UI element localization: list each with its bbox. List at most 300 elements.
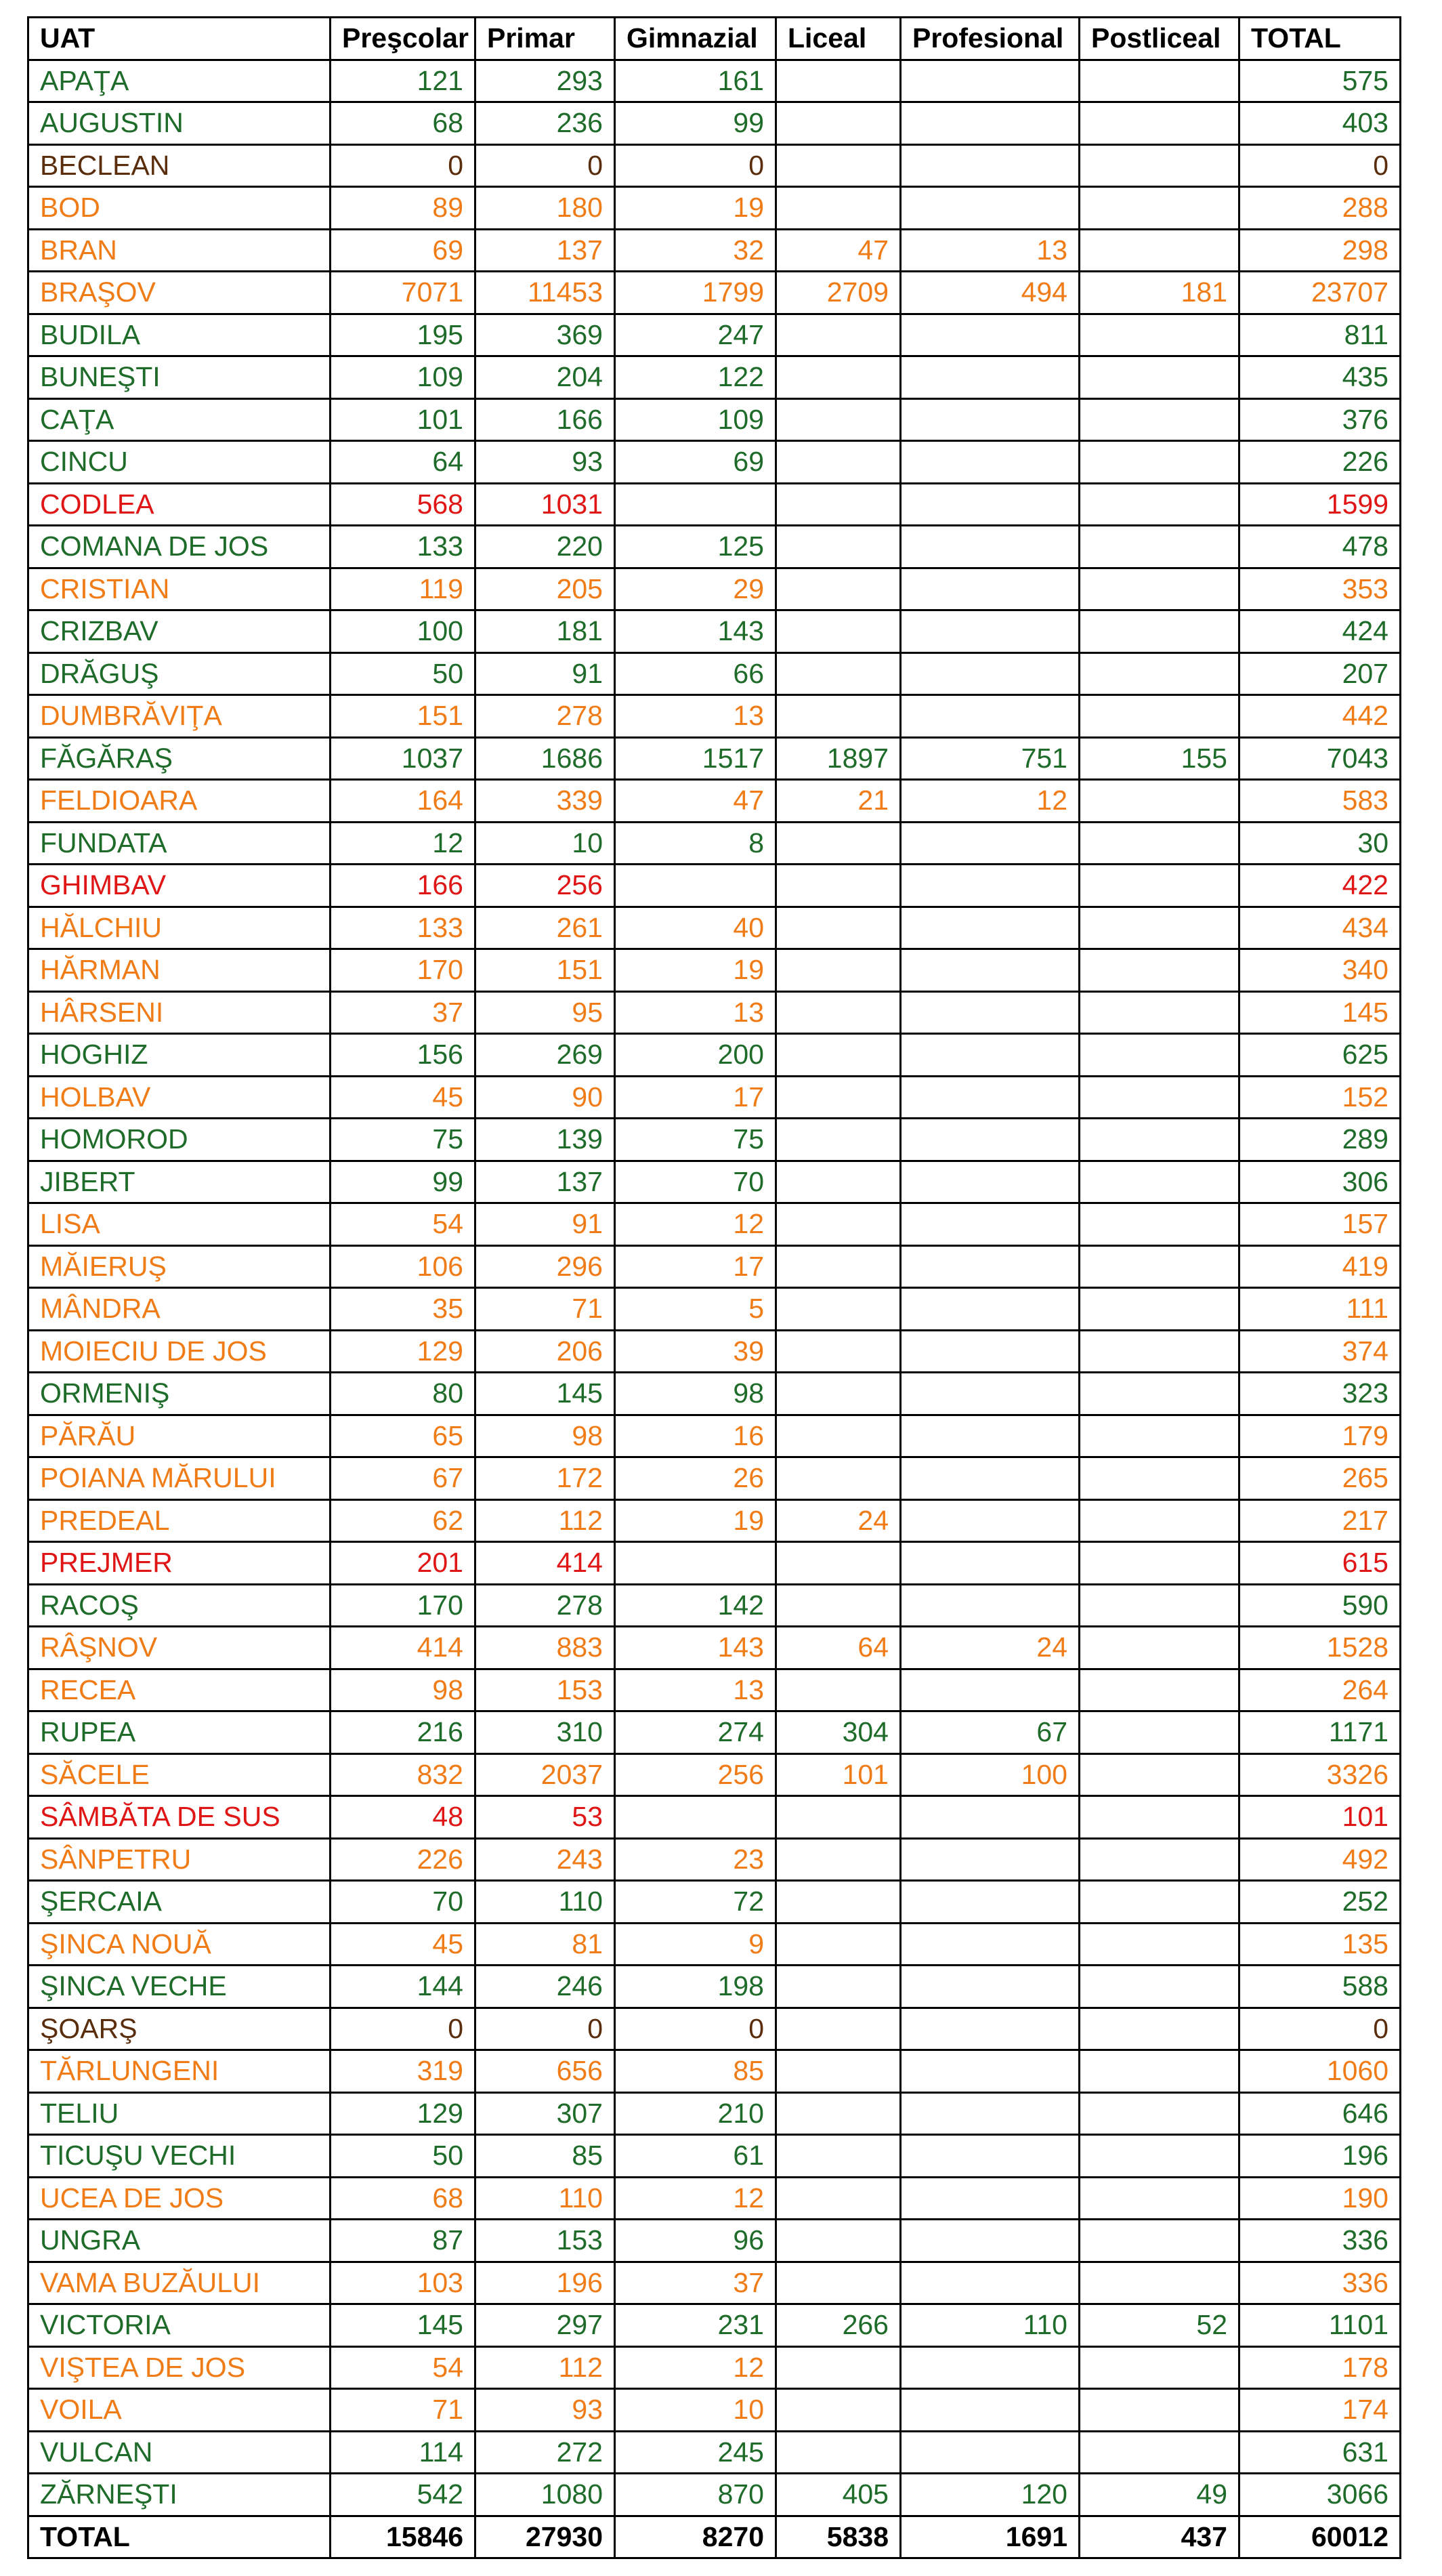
total-cell: 374 <box>1239 1330 1401 1373</box>
column-header-total: TOTAL <box>1239 18 1401 60</box>
table-row <box>28 2304 1401 2347</box>
total-cell: 145 <box>1239 991 1401 1034</box>
uat-name-cell: RECEA <box>28 1669 331 1711</box>
liceal-cell: 64 <box>776 1627 901 1669</box>
prescolar-cell: 50 <box>331 2135 475 2178</box>
profesional-cell <box>901 695 1080 738</box>
uat-name-cell: VAMA BUZĂULUI <box>28 2262 331 2304</box>
primar-cell: 10 <box>475 822 615 865</box>
postliceal-cell <box>1080 2050 1239 2093</box>
prescolar-cell: 121 <box>331 60 475 102</box>
primar-cell: 85 <box>475 2135 615 2178</box>
liceal-cell <box>776 356 901 399</box>
postliceal-cell <box>1080 398 1239 441</box>
postliceal-cell <box>1080 2220 1239 2262</box>
uat-name-cell: PREDEAL <box>28 1499 331 1542</box>
postliceal-cell <box>1080 568 1239 610</box>
uat-name-cell: FĂGĂRAŞ <box>28 737 331 780</box>
postliceal-cell <box>1080 60 1239 102</box>
primar-cell: 1080 <box>475 2474 615 2516</box>
primar-cell: 246 <box>475 1966 615 2008</box>
prescolar-cell: 119 <box>331 568 475 610</box>
primar-cell: 91 <box>475 652 615 695</box>
table-row <box>28 60 1401 102</box>
table-row <box>28 1627 1401 1669</box>
table-row <box>28 526 1401 568</box>
profesional-cell <box>901 356 1080 399</box>
gimnazial-cell: 0 <box>615 144 776 187</box>
table-row <box>28 1499 1401 1542</box>
uat-name-cell: TĂRLUNGENI <box>28 2050 331 2093</box>
prescolar-cell: 542 <box>331 2474 475 2516</box>
profesional-cell <box>901 822 1080 865</box>
gimnazial-cell: 69 <box>615 441 776 484</box>
table-row <box>28 2262 1401 2304</box>
liceal-cell <box>776 1034 901 1077</box>
total-gimnazial: 8270 <box>615 2516 776 2558</box>
uat-name-cell: MÂNDRA <box>28 1288 331 1331</box>
total-cell: 492 <box>1239 1838 1401 1881</box>
table-row <box>28 102 1401 145</box>
total-cell: 30 <box>1239 822 1401 865</box>
uat-enrollment-table <box>27 16 1401 2559</box>
gimnazial-cell: 75 <box>615 1119 776 1161</box>
uat-name-cell: UCEA DE JOS <box>28 2177 331 2220</box>
total-cell: 434 <box>1239 907 1401 949</box>
profesional-cell <box>901 1923 1080 1966</box>
profesional-cell <box>901 2177 1080 2220</box>
liceal-cell <box>776 1966 901 2008</box>
primar-cell: 269 <box>475 1034 615 1077</box>
gimnazial-cell: 85 <box>615 2050 776 2093</box>
primar-cell: 1031 <box>475 483 615 526</box>
liceal-cell <box>776 949 901 992</box>
gimnazial-cell: 161 <box>615 60 776 102</box>
primar-cell: 293 <box>475 60 615 102</box>
prescolar-cell: 1037 <box>331 737 475 780</box>
table-row <box>28 2346 1401 2389</box>
uat-name-cell: PREJMER <box>28 1542 331 1585</box>
liceal-cell <box>776 1796 901 1839</box>
primar-cell: 883 <box>475 1627 615 1669</box>
gimnazial-cell: 5 <box>615 1288 776 1331</box>
postliceal-cell <box>1080 2092 1239 2135</box>
profesional-cell <box>901 2008 1080 2050</box>
uat-name-cell: ZĂRNEŞTI <box>28 2474 331 2516</box>
column-header-gimnazial: Gimnazial <box>615 18 776 60</box>
primar-cell: 278 <box>475 695 615 738</box>
prescolar-cell: 106 <box>331 1245 475 1288</box>
prescolar-cell: 0 <box>331 144 475 187</box>
gimnazial-cell: 12 <box>615 2346 776 2389</box>
postliceal-cell <box>1080 1076 1239 1119</box>
primar-cell: 220 <box>475 526 615 568</box>
total-cell: 422 <box>1239 865 1401 907</box>
primar-cell: 11453 <box>475 272 615 314</box>
profesional-cell <box>901 2092 1080 2135</box>
primar-cell: 0 <box>475 2008 615 2050</box>
total-cell: 583 <box>1239 780 1401 823</box>
table-row <box>28 229 1401 272</box>
primar-cell: 414 <box>475 1542 615 1585</box>
column-header-postliceal: Postliceal <box>1080 18 1239 60</box>
table-row <box>28 1373 1401 1415</box>
prescolar-cell: 201 <box>331 1542 475 1585</box>
gimnazial-cell: 122 <box>615 356 776 399</box>
prescolar-cell: 144 <box>331 1966 475 2008</box>
uat-name-cell: HĂLCHIU <box>28 907 331 949</box>
prescolar-cell: 170 <box>331 1584 475 1627</box>
liceal-cell <box>776 1923 901 1966</box>
liceal-cell: 304 <box>776 1711 901 1754</box>
uat-name-cell: BUNEŞTI <box>28 356 331 399</box>
profesional-cell <box>901 2050 1080 2093</box>
table-row <box>28 1119 1401 1161</box>
primar-cell: 90 <box>475 1076 615 1119</box>
primar-cell: 307 <box>475 2092 615 2135</box>
postliceal-cell <box>1080 652 1239 695</box>
liceal-cell <box>776 1457 901 1500</box>
gimnazial-cell: 274 <box>615 1711 776 1754</box>
gimnazial-cell: 247 <box>615 314 776 356</box>
prescolar-cell: 54 <box>331 2346 475 2389</box>
postliceal-cell <box>1080 1499 1239 1542</box>
table-row <box>28 356 1401 399</box>
total-cell: 340 <box>1239 949 1401 992</box>
gimnazial-cell: 98 <box>615 1373 776 1415</box>
total-cell: 23707 <box>1239 272 1401 314</box>
column-header-profesional: Profesional <box>901 18 1080 60</box>
primar-cell: 310 <box>475 1711 615 1754</box>
postliceal-cell: 181 <box>1080 272 1239 314</box>
table-row <box>28 2431 1401 2474</box>
uat-name-cell: MOIECIU DE JOS <box>28 1330 331 1373</box>
liceal-cell <box>776 2135 901 2178</box>
profesional-cell: 100 <box>901 1753 1080 1796</box>
gimnazial-cell: 109 <box>615 398 776 441</box>
table-row <box>28 652 1401 695</box>
uat-name-cell: COMANA DE JOS <box>28 526 331 568</box>
primar-cell: 98 <box>475 1415 615 1457</box>
postliceal-cell <box>1080 2431 1239 2474</box>
gimnazial-cell: 9 <box>615 1923 776 1966</box>
profesional-cell <box>901 1457 1080 1500</box>
liceal-cell <box>776 2346 901 2389</box>
total-cell: 435 <box>1239 356 1401 399</box>
uat-name-cell: VULCAN <box>28 2431 331 2474</box>
gimnazial-cell: 13 <box>615 991 776 1034</box>
postliceal-cell <box>1080 2008 1239 2050</box>
table-row <box>28 1457 1401 1500</box>
profesional-cell <box>901 2389 1080 2432</box>
total-cell: 289 <box>1239 1119 1401 1161</box>
gimnazial-cell: 10 <box>615 2389 776 2432</box>
uat-name-cell: BOD <box>28 187 331 230</box>
profesional-cell <box>901 1415 1080 1457</box>
table-row <box>28 441 1401 484</box>
uat-name-cell: CODLEA <box>28 483 331 526</box>
primar-cell: 278 <box>475 1584 615 1627</box>
table-row <box>28 1288 1401 1331</box>
prescolar-cell: 68 <box>331 2177 475 2220</box>
profesional-cell: 12 <box>901 780 1080 823</box>
uat-name-cell: POIANA MĂRULUI <box>28 1457 331 1500</box>
postliceal-cell: 155 <box>1080 737 1239 780</box>
gimnazial-cell: 12 <box>615 2177 776 2220</box>
total-cell: 336 <box>1239 2262 1401 2304</box>
gimnazial-cell: 198 <box>615 1966 776 2008</box>
liceal-cell <box>776 144 901 187</box>
primar-cell: 180 <box>475 187 615 230</box>
prescolar-cell: 50 <box>331 652 475 695</box>
total-cell: 174 <box>1239 2389 1401 2432</box>
gimnazial-cell: 870 <box>615 2474 776 2516</box>
prescolar-cell: 129 <box>331 1330 475 1373</box>
gimnazial-cell: 200 <box>615 1034 776 1077</box>
uat-name-cell: VICTORIA <box>28 2304 331 2347</box>
prescolar-cell: 64 <box>331 441 475 484</box>
table-row <box>28 568 1401 610</box>
postliceal-cell <box>1080 1034 1239 1077</box>
table-row <box>28 1161 1401 1203</box>
table-row <box>28 144 1401 187</box>
uat-name-cell: TELIU <box>28 2092 331 2135</box>
gimnazial-cell: 13 <box>615 1669 776 1711</box>
total-cell: 190 <box>1239 2177 1401 2220</box>
gimnazial-cell: 19 <box>615 1499 776 1542</box>
table-row <box>28 2092 1401 2135</box>
gimnazial-cell: 13 <box>615 695 776 738</box>
primar-cell: 137 <box>475 229 615 272</box>
postliceal-cell <box>1080 314 1239 356</box>
liceal-cell: 266 <box>776 2304 901 2347</box>
postliceal-cell <box>1080 865 1239 907</box>
total-primar: 27930 <box>475 2516 615 2558</box>
primar-cell: 166 <box>475 398 615 441</box>
liceal-cell <box>776 1584 901 1627</box>
gimnazial-cell: 40 <box>615 907 776 949</box>
liceal-cell <box>776 1161 901 1203</box>
liceal-cell: 405 <box>776 2474 901 2516</box>
total-profesional: 1691 <box>901 2516 1080 2558</box>
gimnazial-cell: 26 <box>615 1457 776 1500</box>
primar-cell: 656 <box>475 2050 615 2093</box>
gimnazial-cell: 143 <box>615 1627 776 1669</box>
uat-name-cell: RUPEA <box>28 1711 331 1754</box>
gimnazial-cell: 17 <box>615 1076 776 1119</box>
prescolar-cell: 109 <box>331 356 475 399</box>
profesional-cell <box>901 2135 1080 2178</box>
postliceal-cell <box>1080 526 1239 568</box>
liceal-cell <box>776 652 901 695</box>
liceal-cell <box>776 2092 901 2135</box>
uat-name-cell: TICUŞU VECHI <box>28 2135 331 2178</box>
primar-cell: 369 <box>475 314 615 356</box>
total-cell: 207 <box>1239 652 1401 695</box>
total-cell: 101 <box>1239 1796 1401 1839</box>
table-row <box>28 822 1401 865</box>
total-cell: 298 <box>1239 229 1401 272</box>
column-header-uat: UAT <box>28 18 331 60</box>
table-row <box>28 1669 1401 1711</box>
total-cell: 157 <box>1239 1203 1401 1246</box>
total-cell: 646 <box>1239 2092 1401 2135</box>
primar-cell: 71 <box>475 1288 615 1331</box>
liceal-cell <box>776 1415 901 1457</box>
primar-cell: 261 <box>475 907 615 949</box>
prescolar-cell: 133 <box>331 526 475 568</box>
prescolar-cell: 68 <box>331 102 475 145</box>
liceal-cell <box>776 1330 901 1373</box>
liceal-cell <box>776 822 901 865</box>
primar-cell: 95 <box>475 991 615 1034</box>
liceal-cell <box>776 1542 901 1585</box>
uat-name-cell: LISA <box>28 1203 331 1246</box>
total-cell: 588 <box>1239 1966 1401 2008</box>
table-row <box>28 2135 1401 2178</box>
total-cell: 403 <box>1239 102 1401 145</box>
table-row <box>28 1245 1401 1288</box>
liceal-cell <box>776 865 901 907</box>
liceal-cell <box>776 2262 901 2304</box>
table-row <box>28 737 1401 780</box>
uat-name-cell: AUGUSTIN <box>28 102 331 145</box>
total-cell: 1528 <box>1239 1627 1401 1669</box>
liceal-cell <box>776 526 901 568</box>
total-total: 60012 <box>1239 2516 1401 2558</box>
prescolar-cell: 45 <box>331 1076 475 1119</box>
total-cell: 336 <box>1239 2220 1401 2262</box>
postliceal-cell: 52 <box>1080 2304 1239 2347</box>
postliceal-cell <box>1080 2389 1239 2432</box>
total-cell: 1060 <box>1239 2050 1401 2093</box>
total-label: TOTAL <box>28 2516 331 2558</box>
postliceal-cell <box>1080 144 1239 187</box>
column-header-prescolar: Preşcolar <box>331 18 475 60</box>
postliceal-cell <box>1080 1966 1239 2008</box>
prescolar-cell: 69 <box>331 229 475 272</box>
primar-cell: 81 <box>475 1923 615 1966</box>
primar-cell: 151 <box>475 949 615 992</box>
postliceal-cell <box>1080 2177 1239 2220</box>
prescolar-cell: 100 <box>331 610 475 653</box>
profesional-cell: 110 <box>901 2304 1080 2347</box>
gimnazial-cell: 70 <box>615 1161 776 1203</box>
prescolar-cell: 195 <box>331 314 475 356</box>
primar-cell: 53 <box>475 1796 615 1839</box>
table-row <box>28 1330 1401 1373</box>
postliceal-cell <box>1080 1584 1239 1627</box>
primar-cell: 256 <box>475 865 615 907</box>
primar-cell: 181 <box>475 610 615 653</box>
liceal-cell <box>776 568 901 610</box>
primar-cell: 296 <box>475 1245 615 1288</box>
uat-name-cell: ŞINCA VECHE <box>28 1966 331 2008</box>
total-cell: 811 <box>1239 314 1401 356</box>
prescolar-cell: 226 <box>331 1838 475 1881</box>
table-row <box>28 2220 1401 2262</box>
primar-cell: 172 <box>475 1457 615 1500</box>
prescolar-cell: 54 <box>331 1203 475 1246</box>
profesional-cell <box>901 102 1080 145</box>
profesional-cell <box>901 1203 1080 1246</box>
postliceal-cell <box>1080 1881 1239 1924</box>
postliceal-cell <box>1080 1796 1239 1839</box>
uat-name-cell: CRISTIAN <box>28 568 331 610</box>
total-cell: 3326 <box>1239 1753 1401 1796</box>
uat-name-cell: HĂRMAN <box>28 949 331 992</box>
postliceal-cell <box>1080 1245 1239 1288</box>
profesional-cell <box>901 483 1080 526</box>
total-cell: 615 <box>1239 1542 1401 1585</box>
gimnazial-cell: 12 <box>615 1203 776 1246</box>
postliceal-cell <box>1080 610 1239 653</box>
gimnazial-cell: 47 <box>615 780 776 823</box>
profesional-cell <box>901 314 1080 356</box>
liceal-cell: 2709 <box>776 272 901 314</box>
total-cell: 288 <box>1239 187 1401 230</box>
table-row <box>28 991 1401 1034</box>
liceal-cell <box>776 60 901 102</box>
prescolar-cell: 319 <box>331 2050 475 2093</box>
uat-name-cell: FUNDATA <box>28 822 331 865</box>
uat-name-cell: HOGHIZ <box>28 1034 331 1077</box>
postliceal-cell <box>1080 949 1239 992</box>
profesional-cell: 67 <box>901 1711 1080 1754</box>
profesional-cell <box>901 526 1080 568</box>
profesional-cell <box>901 187 1080 230</box>
table-row <box>28 1753 1401 1796</box>
uat-name-cell: HÂRSENI <box>28 991 331 1034</box>
profesional-cell <box>901 1584 1080 1627</box>
gimnazial-cell <box>615 483 776 526</box>
table-row <box>28 1923 1401 1966</box>
total-cell: 226 <box>1239 441 1401 484</box>
prescolar-cell: 101 <box>331 398 475 441</box>
gimnazial-cell: 143 <box>615 610 776 653</box>
profesional-cell <box>901 2346 1080 2389</box>
profesional-cell <box>901 441 1080 484</box>
uat-name-cell: SÂMBĂTA DE SUS <box>28 1796 331 1839</box>
table-row <box>28 187 1401 230</box>
total-cell: 135 <box>1239 1923 1401 1966</box>
total-cell: 152 <box>1239 1076 1401 1119</box>
profesional-cell <box>901 1288 1080 1331</box>
uat-name-cell: MĂIERUŞ <box>28 1245 331 1288</box>
postliceal-cell <box>1080 991 1239 1034</box>
prescolar-cell: 87 <box>331 2220 475 2262</box>
primar-cell: 204 <box>475 356 615 399</box>
gimnazial-cell: 32 <box>615 229 776 272</box>
postliceal-cell: 49 <box>1080 2474 1239 2516</box>
postliceal-cell <box>1080 1203 1239 1246</box>
total-cell: 323 <box>1239 1373 1401 1415</box>
prescolar-cell: 216 <box>331 1711 475 1754</box>
primar-cell: 2037 <box>475 1753 615 1796</box>
postliceal-cell <box>1080 2262 1239 2304</box>
prescolar-cell: 0 <box>331 2008 475 2050</box>
liceal-cell <box>776 1076 901 1119</box>
primar-cell: 110 <box>475 1881 615 1924</box>
postliceal-cell <box>1080 483 1239 526</box>
postliceal-cell <box>1080 1457 1239 1500</box>
prescolar-cell: 151 <box>331 695 475 738</box>
primar-cell: 153 <box>475 2220 615 2262</box>
prescolar-cell: 89 <box>331 187 475 230</box>
total-cell: 3066 <box>1239 2474 1401 2516</box>
prescolar-cell: 832 <box>331 1753 475 1796</box>
profesional-cell <box>901 144 1080 187</box>
